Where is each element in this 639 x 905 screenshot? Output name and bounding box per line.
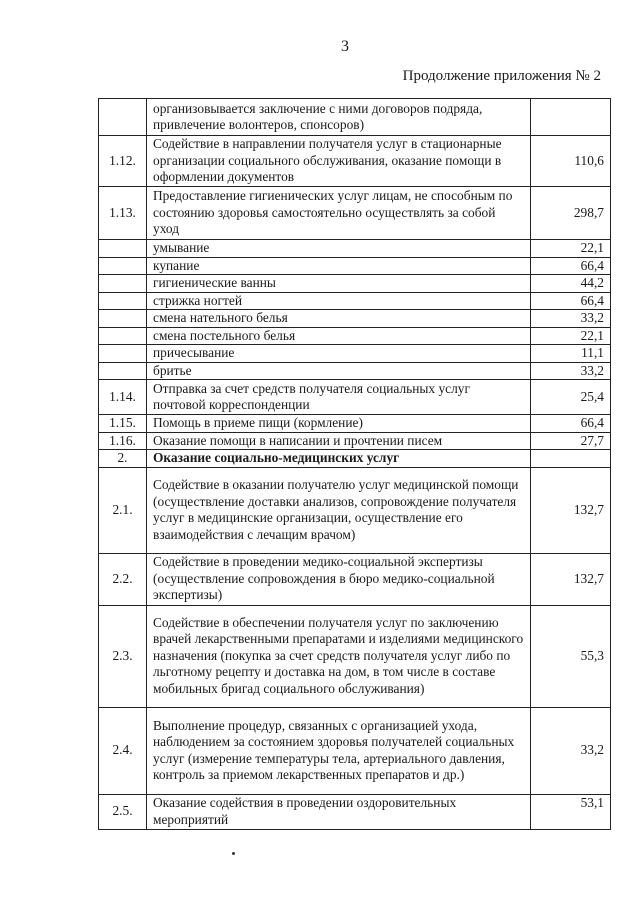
service-name: Содействие в оказании получателю услуг медицинской помощи (осуществление доставки анализов, сопровождение получателя услуг в медицинские организации, осуществление его взаимодействия с лечащим врачом) [147,467,531,553]
service-row [99,794,611,829]
subservice-row [99,310,611,328]
service-row [99,136,611,187]
service-name: Оказание содействия в проведении оздоровительных мероприятий [147,794,531,829]
service-name: Оказание помощи в написании и прочтении писем [147,432,531,450]
service-name: стрижка ногтей [147,292,531,310]
service-price: 22,1 [531,327,611,345]
service-price [531,450,611,468]
service-price: 132,7 [531,467,611,553]
service-price: 11,1 [531,345,611,363]
service-name: Предоставление гигиенических услуг лицам, не способным по состоянию здоровья самостоятельно осуществлять за собой уход [147,187,531,240]
service-number: 2. [99,450,147,468]
service-row [99,99,611,136]
service-price: 25,4 [531,380,611,415]
service-price: 66,4 [531,292,611,310]
service-row [99,187,611,240]
subservice-row [99,327,611,345]
service-name: Содействие в обеспечении получателя услуг по заключению врачей лекарственными препаратами и изделиями медицинского назначения (покупка за счет средств получателя услуг либо по льготному рецепту и доставка на дом, в том числе в составе мобильных бригад социального обслуживания) [147,605,531,707]
service-name: Выполнение процедур, связанных с организацией ухода, наблюдением за состоянием здоровья получателей социальных услуг (измерение температуры тела, артериального давления, контроль за приемом лекарственных препаратов и др.) [147,707,531,794]
service-number: 2.5. [99,794,147,829]
service-price: 33,2 [531,707,611,794]
service-price: 53,1 [531,794,611,829]
services-table-body [99,99,611,830]
service-number: 1.14. [99,380,147,415]
service-price: 66,4 [531,257,611,275]
service-name: смена нательного белья [147,310,531,328]
subservice-row [99,362,611,380]
service-price: 132,7 [531,553,611,605]
subservice-row [99,292,611,310]
service-price [531,99,611,136]
service-number: 1.12. [99,136,147,187]
appendix-title: Продолжение приложения № 2 [402,68,601,84]
service-number [99,362,147,380]
service-number: 2.1. [99,467,147,553]
service-name: гигиенические ванны [147,275,531,293]
service-number [99,310,147,328]
service-number: 1.15. [99,415,147,433]
service-number [99,275,147,293]
service-number: 1.13. [99,187,147,240]
service-price: 298,7 [531,187,611,240]
service-price: 110,6 [531,136,611,187]
service-number: 1.16. [99,432,147,450]
service-row [99,707,611,794]
service-price: 22,1 [531,240,611,258]
service-row [99,380,611,415]
service-name: Содействие в направлении получателя услуг в стационарные организации социального обслуживания, оказание помощи в оформлении документов [147,136,531,187]
service-number [99,327,147,345]
service-name: Отправка за счет средств получателя социальных услуг почтовой корреспонденции [147,380,531,415]
service-number: 2.4. [99,707,147,794]
service-number [99,292,147,310]
service-row [99,415,611,433]
service-name: организовывается заключение с ними договоров подряда, привлечение волонтеров, спонсоров) [147,99,531,136]
service-name: причесывание [147,345,531,363]
service-row [99,553,611,605]
services-price-table [98,98,611,830]
subservice-row [99,240,611,258]
service-price: 44,2 [531,275,611,293]
service-price: 33,2 [531,362,611,380]
subservice-row [99,275,611,293]
service-name: умывание [147,240,531,258]
service-number [99,257,147,275]
subservice-row [99,257,611,275]
service-number: 2.3. [99,605,147,707]
service-price: 66,4 [531,415,611,433]
service-number: 2.2. [99,553,147,605]
service-name: купание [147,257,531,275]
service-price: 55,3 [531,605,611,707]
service-number [99,240,147,258]
service-name: бритье [147,362,531,380]
service-name: Помощь в приеме пищи (кормление) [147,415,531,433]
service-price: 27,7 [531,432,611,450]
service-row [99,432,611,450]
service-name: Содействие в проведении медико-социальной экспертизы (осуществление сопровождения в бюро медико-социальной экспертизы) [147,553,531,605]
stray-mark [232,852,235,855]
page-number: 3 [341,38,349,55]
section-row [99,450,611,468]
service-name: Оказание социально-медицинских услуг [147,450,531,468]
service-price: 33,2 [531,310,611,328]
service-number [99,99,147,136]
service-name: смена постельного белья [147,327,531,345]
service-row [99,467,611,553]
service-row [99,605,611,707]
subservice-row [99,345,611,363]
service-number [99,345,147,363]
